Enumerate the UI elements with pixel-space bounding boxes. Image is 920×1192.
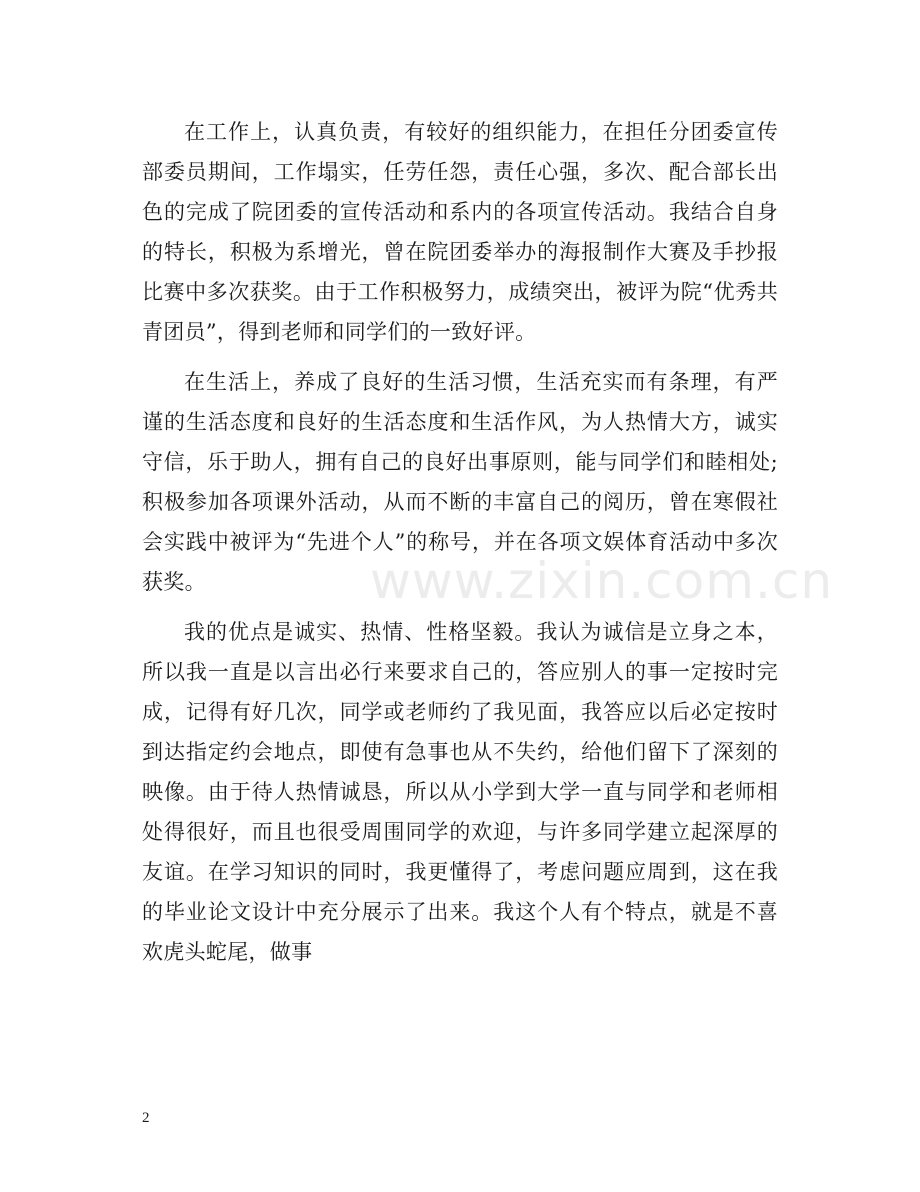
paragraph-life: 在生活上，养成了良好的生活习惯，生活充实而有条理，有严谨的生活态度和良好的生活态度和生活作风，为人热情大方，诚实守信，乐于助人，拥有自己的良好出事原则，能与同学们和睦相处;积极参加各项课外活动，从而不断的丰富自己的阅历，曾在寒假社会实践中被评为“先进个人”的称号，并在各项文娱体育活动中多次获奖。 [142,370,778,594]
paragraph-work: 在工作上，认真负责，有较好的组织能力，在担任分团委宣传部委员期间，工作塌实，任劳任怨，责任心强，多次、配合部长出色的完成了院团委的宣传活动和系内的各项宣传活动。我结合自身的特长，积极为系增光，曾在院团委举办的海报制作大赛及手抄报比赛中多次获奖。由于工作积极努力，成绩突出，被评为院“优秀共青团员”，得到老师和同学们的一致好评。 [142,120,778,344]
page-number: 2 [142,1110,150,1126]
paragraph-strengths: 我的优点是诚实、热情、性格坚毅。我认为诚信是立身之本，所以我一直是以言出必行来要求自己的，答应别人的事一定按时完成，记得有好几次，同学或老师约了我见面，我答应以后必定按时到达指定约会地点，即使有急事也从不失约，给他们留下了深刻的映像。由于待人热情诚恳，所以从小学到大学一直与同学和老师相处得很好，而且也很受周围同学的欢迎，与许多同学建立起深厚的友谊。在学习知识的同时，我更懂得了，考虑问题应周到，这在我的毕业论文设计中充分展示了出来。我这个人有个特点，就是不喜欢虎头蛇尾，做事 [142,620,778,964]
watermark: www.zixin.com.cn [370,552,834,610]
document-body [142,112,778,982]
